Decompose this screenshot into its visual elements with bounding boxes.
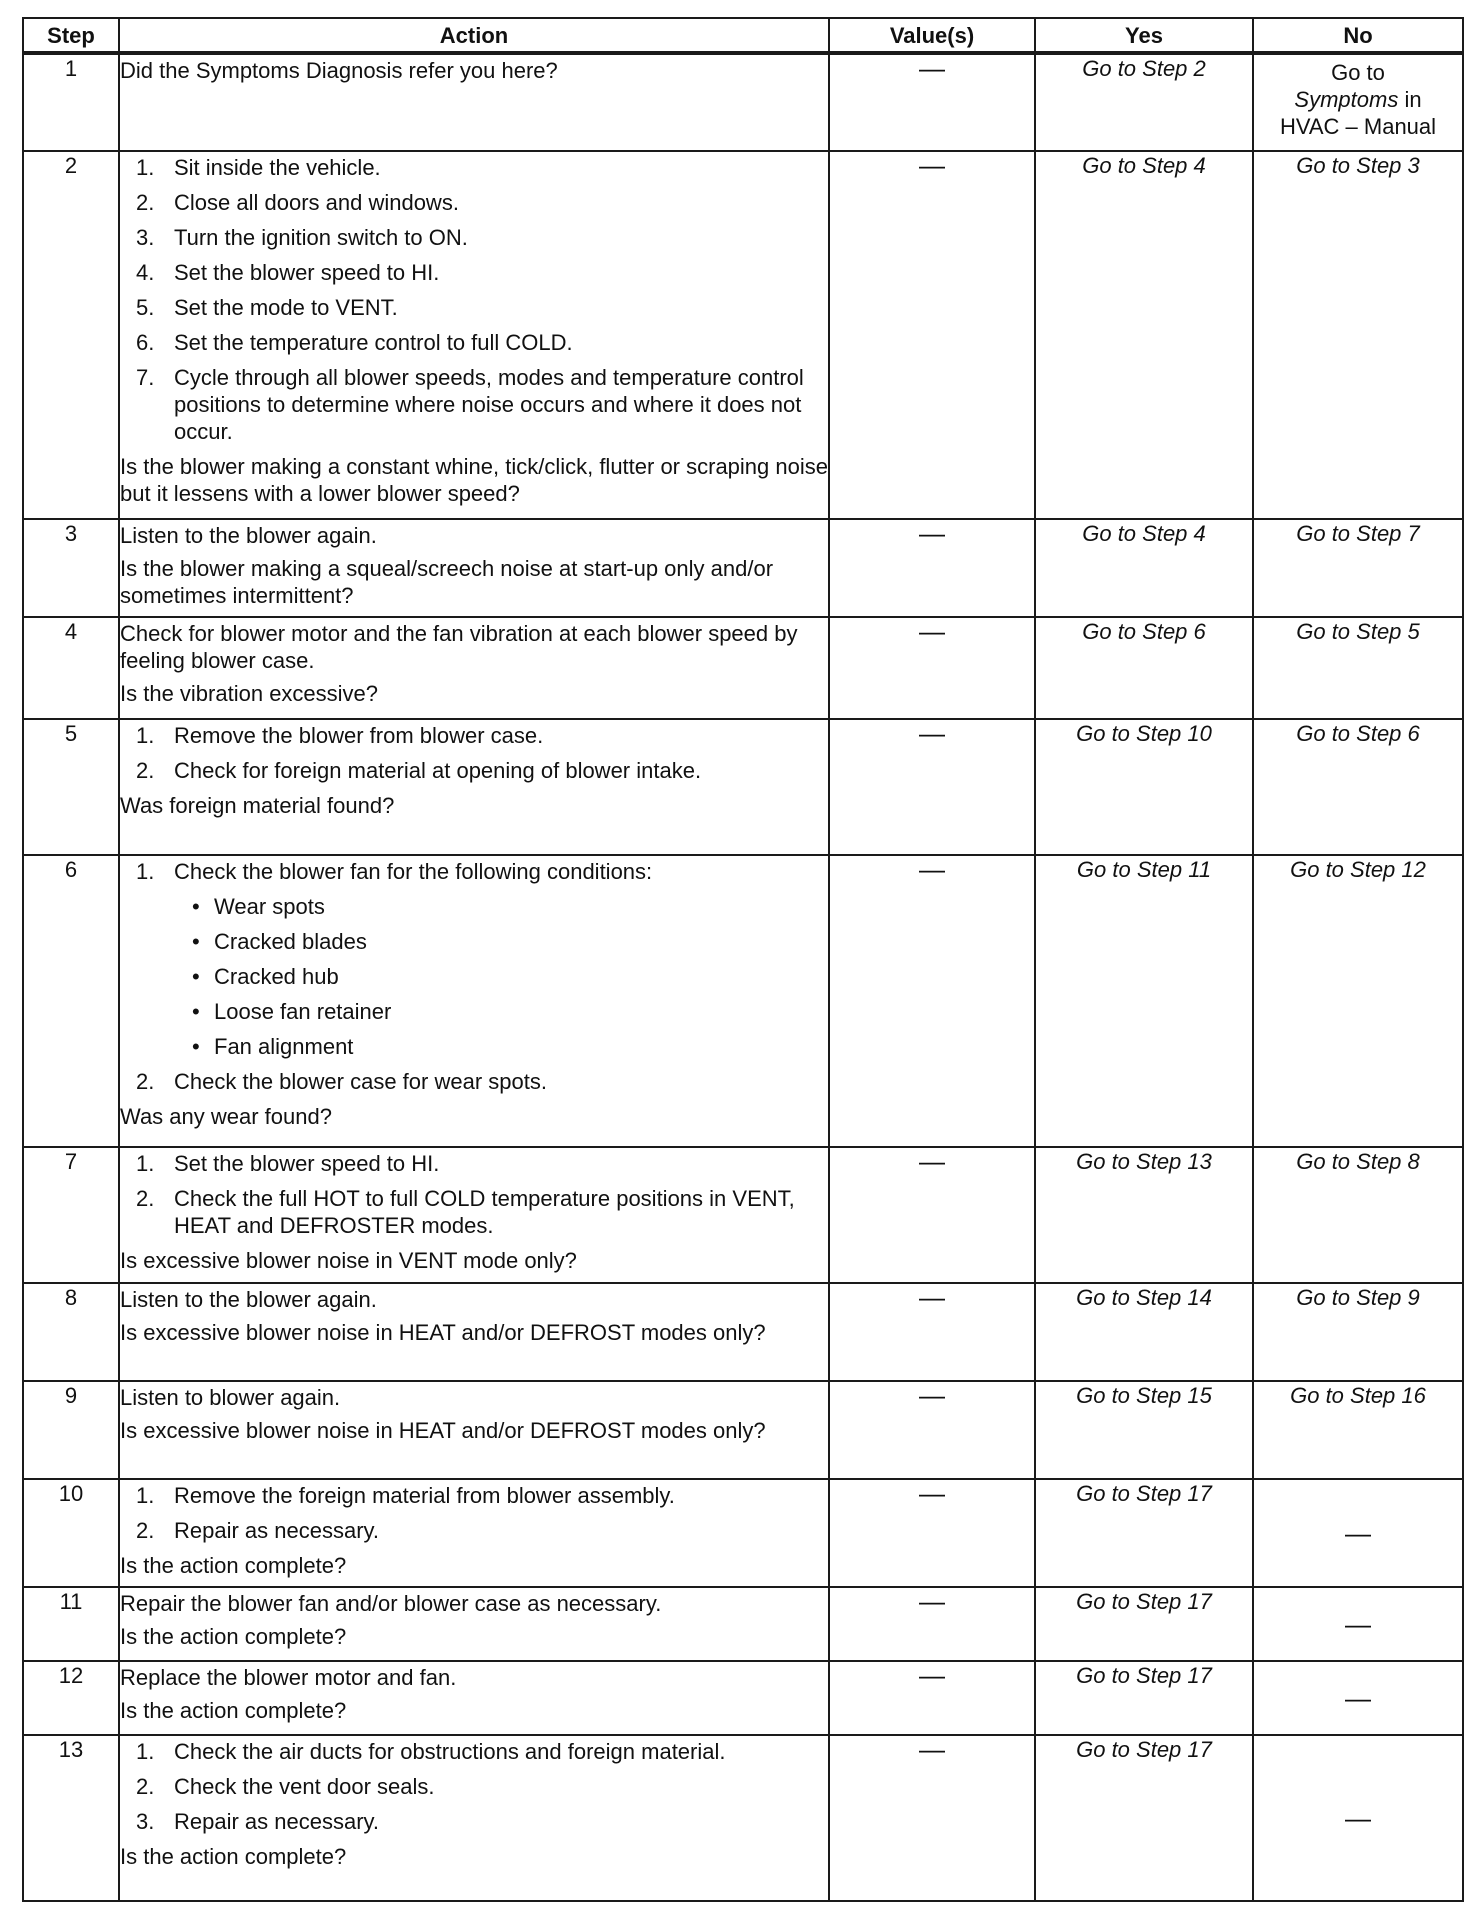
bullet-text: Wear spots <box>214 894 325 919</box>
no-cell: — <box>1253 1587 1463 1661</box>
item-text: Check the blower fan for the following conditions: <box>174 859 653 884</box>
header-yes: Yes <box>1035 18 1253 53</box>
numbered-item <box>120 1773 828 1800</box>
bullet-item <box>120 928 828 955</box>
yes-cell: Go to Step 13 <box>1035 1147 1253 1283</box>
item-text: Sit inside the vehicle. <box>174 155 381 180</box>
no-cell: Go to Step 5 <box>1253 617 1463 719</box>
yes-cell: Go to Step 17 <box>1035 1587 1253 1661</box>
step-number: 9 <box>23 1381 119 1479</box>
numbered-item <box>120 1738 828 1765</box>
action-text: Listen to the blower again. <box>120 523 377 548</box>
value-cell: — <box>829 719 1035 855</box>
table-row <box>23 1381 1463 1479</box>
step-number: 5 <box>23 719 119 855</box>
item-number: 1. <box>136 723 155 748</box>
step-number: 12 <box>23 1661 119 1735</box>
step-number: 6 <box>23 855 119 1147</box>
action-cell <box>119 1661 829 1735</box>
numbered-item <box>120 1517 828 1544</box>
item-text: Set the blower speed to HI. <box>174 1151 440 1176</box>
yes-cell: Go to Step 11 <box>1035 855 1253 1147</box>
no-line: Go to <box>1331 60 1385 85</box>
item-number: 1. <box>136 859 155 884</box>
table-row <box>23 519 1463 617</box>
no-cell: Go to Step 16 <box>1253 1381 1463 1479</box>
item-number: 3. <box>136 225 155 250</box>
item-number: 4. <box>136 260 155 285</box>
bullet-item <box>120 893 828 920</box>
item-text: Remove the blower from blower case. <box>174 723 544 748</box>
item-text: Check the air ducts for obstructions and foreign material. <box>174 1739 726 1764</box>
action-question: Was any wear found? <box>120 1104 332 1129</box>
no-cell: — <box>1253 1661 1463 1735</box>
bullet-dot: • <box>192 929 200 954</box>
action-cell <box>119 719 829 855</box>
item-text: Repair as necessary. <box>174 1518 380 1543</box>
numbered-item <box>120 364 828 445</box>
value-cell: — <box>829 855 1035 1147</box>
item-number: 1. <box>136 155 155 180</box>
table-row <box>23 151 1463 519</box>
yes-cell: Go to Step 14 <box>1035 1283 1253 1381</box>
bullet-item <box>120 963 828 990</box>
action-question: Is excessive blower noise in VENT mode only? <box>120 1248 577 1273</box>
action-question: Is the blower making a constant whine, tick/click, flutter or scraping noise but it lessens with a lower blower speed? <box>120 454 828 506</box>
numbered-item <box>120 757 828 784</box>
table-row <box>23 53 1463 151</box>
item-number: 1. <box>136 1739 155 1764</box>
header-action: Action <box>119 18 829 53</box>
action-question: Is excessive blower noise in HEAT and/or DEFROST modes only? <box>120 1320 766 1345</box>
no-line-italic: Symptoms <box>1294 87 1399 112</box>
value-cell: — <box>829 1661 1035 1735</box>
action-cell <box>119 1283 829 1381</box>
table-row <box>23 1147 1463 1283</box>
bullet-text: Cracked blades <box>214 929 367 954</box>
action-question: Is the blower making a squeal/screech noise at start-up only and/or sometimes intermittent? <box>120 556 774 608</box>
numbered-item <box>120 294 828 321</box>
diagnostic-table-sheet <box>22 17 1462 1902</box>
step-number: 7 <box>23 1147 119 1283</box>
item-number: 7. <box>136 365 155 390</box>
step-number: 11 <box>23 1587 119 1661</box>
numbered-item <box>120 858 828 885</box>
item-text: Repair as necessary. <box>174 1809 380 1834</box>
numbered-item <box>120 1150 828 1177</box>
item-number: 1. <box>136 1151 155 1176</box>
item-number: 3. <box>136 1809 155 1834</box>
action-question: Was foreign material found? <box>120 793 395 818</box>
no-line <box>1254 86 1462 113</box>
numbered-item <box>120 189 828 216</box>
value-cell: — <box>829 1381 1035 1479</box>
numbered-item <box>120 1068 828 1095</box>
table-row <box>23 719 1463 855</box>
bullet-text: Loose fan retainer <box>214 999 392 1024</box>
value-cell: — <box>829 1283 1035 1381</box>
step-number: 8 <box>23 1283 119 1381</box>
item-text: Check the full HOT to full COLD temperature positions in VENT, HEAT and DEFROSTER modes. <box>174 1186 795 1238</box>
item-number: 2. <box>136 190 155 215</box>
action-text: Did the Symptoms Diagnosis refer you here? <box>120 58 558 83</box>
header-values: Value(s) <box>829 18 1035 53</box>
item-text: Set the temperature control to full COLD. <box>174 330 573 355</box>
action-question: Is the action complete? <box>120 1844 347 1869</box>
action-text: Listen to the blower again. <box>120 1287 377 1312</box>
action-question: Is the vibration excessive? <box>120 681 379 706</box>
action-cell <box>119 151 829 519</box>
item-text: Close all doors and windows. <box>174 190 459 215</box>
no-cell: Go to Step 7 <box>1253 519 1463 617</box>
item-text: Remove the foreign material from blower assembly. <box>174 1483 675 1508</box>
table-row <box>23 1283 1463 1381</box>
step-number: 3 <box>23 519 119 617</box>
yes-cell: Go to Step 4 <box>1035 151 1253 519</box>
numbered-item <box>120 329 828 356</box>
action-question: Is the action complete? <box>120 1553 347 1578</box>
action-cell <box>119 855 829 1147</box>
bullet-text: Cracked hub <box>214 964 339 989</box>
item-number: 6. <box>136 330 155 355</box>
bullet-item <box>120 998 828 1025</box>
header-step: Step <box>23 18 119 53</box>
value-cell: — <box>829 1735 1035 1901</box>
item-text: Check the vent door seals. <box>174 1774 435 1799</box>
action-cell <box>119 617 829 719</box>
item-text: Cycle through all blower speeds, modes and temperature control positions to determine where noise occurs and where it does not occur. <box>174 365 804 444</box>
value-cell: — <box>829 617 1035 719</box>
table-row <box>23 1735 1463 1901</box>
action-question: Is excessive blower noise in HEAT and/or DEFROST modes only? <box>120 1418 766 1443</box>
no-cell: — <box>1253 1479 1463 1587</box>
item-text: Check the blower case for wear spots. <box>174 1069 547 1094</box>
action-cell <box>119 1147 829 1283</box>
bullet-item <box>120 1033 828 1060</box>
action-text: Listen to blower again. <box>120 1385 341 1410</box>
item-number: 2. <box>136 1069 155 1094</box>
action-text: Repair the blower fan and/or blower case as necessary. <box>120 1591 662 1616</box>
action-cell <box>119 519 829 617</box>
yes-cell: Go to Step 15 <box>1035 1381 1253 1479</box>
value-cell: — <box>829 1479 1035 1587</box>
item-number: 2. <box>136 1774 155 1799</box>
value-cell: — <box>829 53 1035 151</box>
numbered-item <box>120 154 828 181</box>
value-cell: — <box>829 1147 1035 1283</box>
item-number: 2. <box>136 1186 155 1211</box>
step-number: 13 <box>23 1735 119 1901</box>
no-cell: Go to Step 8 <box>1253 1147 1463 1283</box>
action-text: Replace the blower motor and fan. <box>120 1665 457 1690</box>
diagnostic-table <box>22 17 1464 1902</box>
table-row <box>23 1479 1463 1587</box>
item-text: Set the blower speed to HI. <box>174 260 440 285</box>
action-text: Check for blower motor and the fan vibration at each blower speed by feeling blower case. <box>120 621 798 673</box>
table-row <box>23 855 1463 1147</box>
numbered-item <box>120 1482 828 1509</box>
action-cell <box>119 1479 829 1587</box>
action-cell <box>119 53 829 151</box>
no-cell: — <box>1253 1735 1463 1901</box>
action-cell <box>119 1381 829 1479</box>
yes-cell: Go to Step 17 <box>1035 1735 1253 1901</box>
numbered-item <box>120 259 828 286</box>
yes-cell: Go to Step 4 <box>1035 519 1253 617</box>
yes-cell: Go to Step 2 <box>1035 53 1253 151</box>
numbered-item <box>120 224 828 251</box>
item-text: Set the mode to VENT. <box>174 295 398 320</box>
table-row <box>23 617 1463 719</box>
table-header-row <box>23 18 1463 53</box>
bullet-text: Fan alignment <box>214 1034 354 1059</box>
step-number: 1 <box>23 53 119 151</box>
table-row <box>23 1587 1463 1661</box>
action-cell <box>119 1587 829 1661</box>
bullet-dot: • <box>192 964 200 989</box>
no-cell: Go to Step 6 <box>1253 719 1463 855</box>
value-cell: — <box>829 151 1035 519</box>
bullet-dot: • <box>192 999 200 1024</box>
action-question: Is the action complete? <box>120 1698 347 1723</box>
value-cell: — <box>829 519 1035 617</box>
numbered-item <box>120 722 828 749</box>
no-line-suffix: in <box>1404 87 1422 112</box>
no-cell <box>1253 53 1463 151</box>
header-no: No <box>1253 18 1463 53</box>
numbered-item <box>120 1808 828 1835</box>
action-cell <box>119 1735 829 1901</box>
no-line: HVAC – Manual <box>1279 114 1437 139</box>
yes-cell: Go to Step 6 <box>1035 617 1253 719</box>
yes-cell: Go to Step 10 <box>1035 719 1253 855</box>
no-cell: Go to Step 12 <box>1253 855 1463 1147</box>
value-cell: — <box>829 1587 1035 1661</box>
item-number: 1. <box>136 1483 155 1508</box>
yes-cell: Go to Step 17 <box>1035 1479 1253 1587</box>
item-number: 2. <box>136 1518 155 1543</box>
action-question: Is the action complete? <box>120 1624 347 1649</box>
item-number: 2. <box>136 758 155 783</box>
table-row <box>23 1661 1463 1735</box>
bullet-dot: • <box>192 1034 200 1059</box>
item-number: 5. <box>136 295 155 320</box>
yes-cell: Go to Step 17 <box>1035 1661 1253 1735</box>
item-text: Check for foreign material at opening of blower intake. <box>174 758 702 783</box>
step-number: 4 <box>23 617 119 719</box>
step-number: 10 <box>23 1479 119 1587</box>
no-cell: Go to Step 9 <box>1253 1283 1463 1381</box>
no-cell: Go to Step 3 <box>1253 151 1463 519</box>
item-text: Turn the ignition switch to ON. <box>174 225 468 250</box>
bullet-dot: • <box>192 894 200 919</box>
numbered-item <box>120 1185 828 1239</box>
step-number: 2 <box>23 151 119 519</box>
